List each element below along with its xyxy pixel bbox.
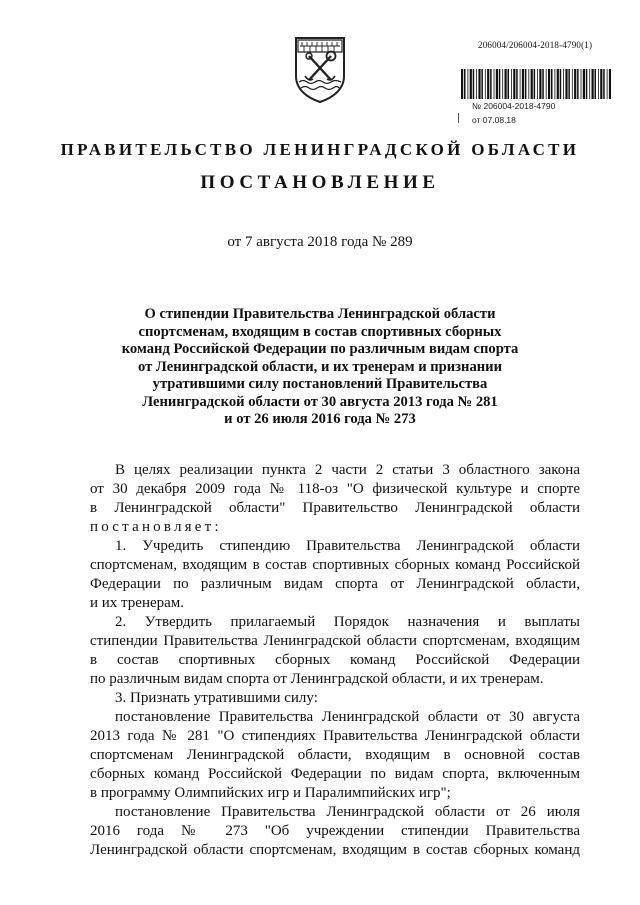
body-line: постановление Правительства Ленинградской области от 26 июля bbox=[115, 804, 580, 820]
body-line: и их тренерам. bbox=[90, 595, 185, 611]
body-line: в Ленинградской области" Правительство Ленинградской области bbox=[90, 500, 580, 516]
body-line: 1. Учредить стипендию Правительства Ленинградской области bbox=[115, 538, 580, 554]
body-line: спортсменам Ленинградской области, входящим в основной состав bbox=[90, 747, 580, 763]
body-line: В целях реализации пункта 2 части 2 статьи 3 областного закона bbox=[115, 462, 580, 478]
body-line: стипендии Правительства Ленинградской области спортсменам, входящим bbox=[90, 633, 580, 649]
subject-line: от Ленинградской области, и их тренерам и признании bbox=[138, 358, 502, 375]
registration-date: от 07.08.18 bbox=[472, 115, 516, 125]
subject-line: и от 26 июля 2016 года № 273 bbox=[224, 411, 416, 427]
subject-line: спортсменам, входящим в состав спортивных сборных bbox=[138, 323, 502, 340]
subject-line: О стипендии Правительства Ленинградской области bbox=[144, 306, 496, 322]
coat-of-arms-icon bbox=[292, 32, 348, 104]
body-line: в состав спортивных сборных команд Российской Федерации bbox=[90, 652, 580, 668]
government-title: ПРАВИТЕЛЬСТВО ЛЕНИНГРАДСКОЙ ОБЛАСТИ bbox=[60, 140, 580, 159]
registration-no: № 206004-2018-4790 bbox=[472, 101, 556, 111]
body-line: 2016 года № 273 "Об учреждении стипендии Правительства bbox=[90, 823, 580, 839]
body-line: по различным видам спорта от Ленинградской области, и их тренерам. bbox=[90, 671, 544, 687]
body-line: 2. Утвердить прилагаемый Порядок назначения и выплаты bbox=[115, 614, 580, 630]
subject-line: команд Российской Федерации по различным видам спорта bbox=[121, 341, 519, 357]
document-type: ПОСТАНОВЛЕНИЕ bbox=[200, 172, 440, 193]
body-line: 2013 года № 281 "О стипендиях Правительства Ленинградской области bbox=[90, 728, 580, 744]
margin-mark bbox=[458, 113, 459, 123]
body-line: 3. Признать утратившими силу: bbox=[115, 690, 318, 706]
document-subject bbox=[90, 306, 550, 429]
barcode-icon bbox=[461, 69, 611, 99]
registration-number: 206004/206004-2018-4790(1) bbox=[478, 40, 593, 50]
subject-line: утратившими силу постановлений Правительства bbox=[152, 376, 488, 392]
body-line: постановляет: bbox=[90, 519, 222, 535]
body-line: спортсменам, входящим в состав спортивных сборных команд Российской bbox=[90, 557, 580, 573]
body-line: в программу Олимпийских игр и Паралимпийских игр"; bbox=[90, 785, 451, 801]
body-line: от 30 декабря 2009 года № 118-оз "О физической культуре и спорте bbox=[90, 481, 580, 497]
subject-line: Ленинградской области от 30 августа 2013 года № 281 bbox=[142, 393, 498, 410]
document-date: от 7 августа 2018 года № 289 bbox=[227, 234, 413, 250]
body-line: Федерации по различным видам спорта от Ленинградской области, bbox=[90, 576, 580, 592]
body-line: Ленинградской области спортсменам, входящим в состав сборных команд bbox=[90, 842, 580, 858]
body-line: постановление Правительства Ленинградской области от 30 августа bbox=[115, 709, 580, 725]
body-line: сборных команд Российской Федерации по видам спорта, включенным bbox=[90, 766, 580, 782]
